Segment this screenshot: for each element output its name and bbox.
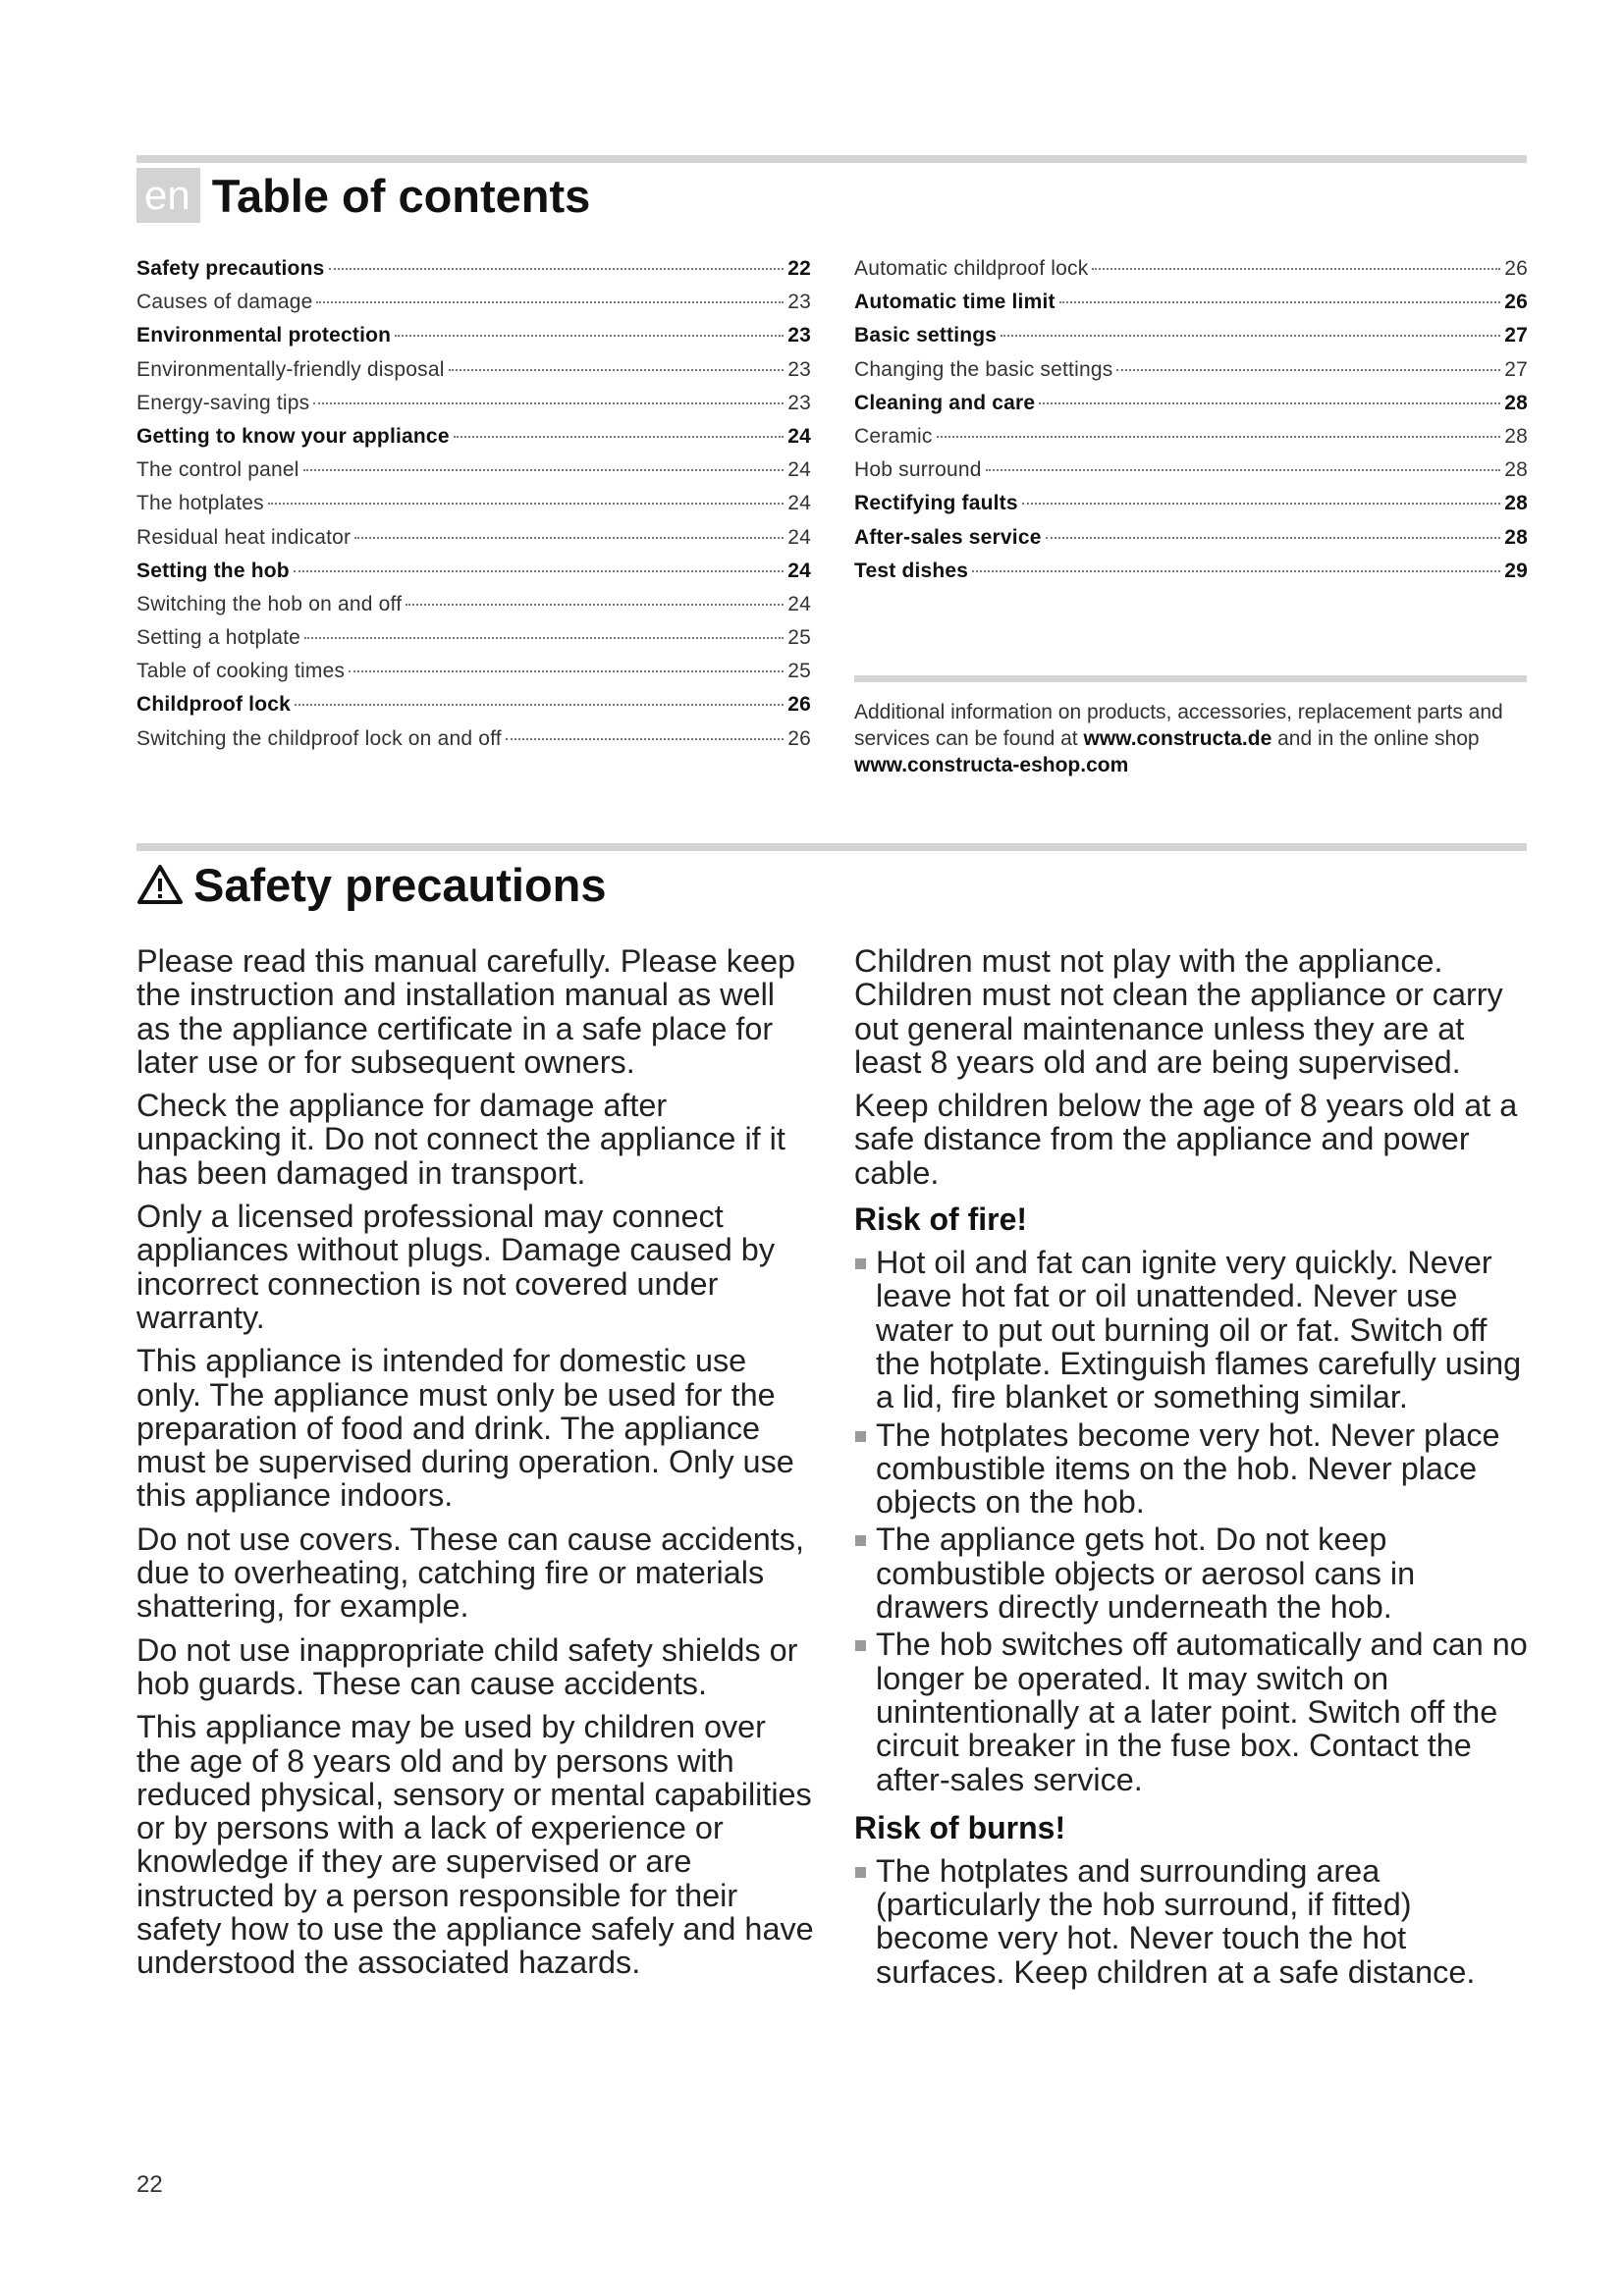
toc-entry-label: Ceramic <box>854 424 933 448</box>
additional-info <box>854 699 1532 778</box>
toc-entry-page: 28 <box>1504 458 1528 482</box>
toc-entry-page: 27 <box>1504 324 1528 347</box>
toc-header <box>136 165 590 226</box>
toc-entry-label: Changing the basic settings <box>854 357 1113 381</box>
toc-entry-page: 28 <box>1504 424 1528 448</box>
list-item <box>854 1628 1532 1795</box>
toc-entry[interactable] <box>854 358 1528 392</box>
toc-entry[interactable] <box>136 392 811 425</box>
toc-left-column <box>136 257 811 761</box>
dot-leader <box>1059 301 1501 303</box>
list-item <box>854 1522 1532 1624</box>
toc-entry[interactable] <box>136 425 811 458</box>
toc-entry[interactable] <box>854 257 1528 291</box>
dot-leader <box>304 637 784 639</box>
page-number: 22 <box>136 2171 163 2198</box>
toc-entry[interactable] <box>136 526 811 560</box>
dot-leader <box>972 570 1500 572</box>
dot-leader <box>294 570 784 572</box>
toc-entry-label: Cleaning and care <box>854 391 1036 414</box>
toc-entry-page: 22 <box>787 257 811 280</box>
toc-entry-page: 28 <box>1504 492 1528 515</box>
toc-entry-page: 23 <box>787 291 811 314</box>
toc-entry[interactable] <box>854 392 1528 425</box>
toc-entry-label: Automatic time limit <box>854 291 1056 314</box>
toc-entry-page: 26 <box>1504 291 1528 314</box>
safety-right-column <box>854 944 1532 2002</box>
toc-entry-page: 25 <box>787 626 811 650</box>
dot-leader <box>1039 402 1500 404</box>
info-text: and in the online shop <box>1272 727 1480 750</box>
toc-entry[interactable] <box>854 560 1528 593</box>
dot-leader <box>349 670 784 672</box>
toc-entry[interactable] <box>136 693 811 726</box>
dot-leader <box>268 503 784 505</box>
toc-entry-label: The control panel <box>136 458 299 482</box>
toc-entry-label: Setting the hob <box>136 559 290 582</box>
top-rule <box>136 155 1527 163</box>
dot-leader <box>329 268 785 270</box>
toc-entry-page: 23 <box>787 357 811 381</box>
toc-entry-label: Getting to know your appliance <box>136 424 450 448</box>
toc-entry-label: Rectifying faults <box>854 492 1018 515</box>
paragraph: Keep children below the age of 8 years old at a safe distance from the appliance and power cable. <box>854 1088 1518 1191</box>
safety-header <box>136 850 607 919</box>
toc-entry-label: Automatic childproof lock <box>854 257 1089 280</box>
toc-entry-label: Energy-saving tips <box>136 391 310 414</box>
constructa-link[interactable]: www.constructa.de <box>1083 727 1272 750</box>
toc-entry-label: Switching the childproof lock on and off <box>136 726 502 750</box>
list-item-text: The hotplates become very hot. Never place combustible items on the hob. Never place objects on the hob. <box>876 1416 1500 1521</box>
toc-entry[interactable] <box>136 291 811 324</box>
toc-entry-page: 28 <box>1504 525 1528 549</box>
toc-entry-label: Table of cooking times <box>136 660 346 683</box>
warning-triangle-icon <box>136 863 184 906</box>
dot-leader <box>395 335 784 337</box>
toc-entry-page: 26 <box>1504 257 1528 280</box>
toc-entry-label: Basic settings <box>854 324 998 347</box>
toc-entry[interactable] <box>854 324 1528 357</box>
paragraph: Only a licensed professional may connect appliances without plugs. Damage caused by incorrect connection is not covered under warranty. <box>136 1199 776 1335</box>
risk-of-burns-heading: Risk of burns! <box>854 1809 1066 1845</box>
list-item <box>854 1854 1532 1989</box>
dot-leader <box>449 369 785 371</box>
toc-entry-page: 26 <box>787 693 811 717</box>
info-text: Additional information on products, accessories, replacement parts and services can be found at <box>854 701 1503 750</box>
toc-entry[interactable] <box>136 358 811 392</box>
dot-leader <box>1092 268 1500 270</box>
dot-leader <box>295 704 784 706</box>
toc-entry-label: Childproof lock <box>136 693 291 717</box>
fire-list <box>854 1246 1532 1796</box>
paragraph: Do not use inappropriate child safety shields or hob guards. These can cause accidents. <box>136 1631 798 1701</box>
dot-leader <box>1022 503 1500 505</box>
dot-leader <box>986 469 1501 471</box>
toc-entry-label: After-sales service <box>854 525 1042 549</box>
section-title: Safety precautions <box>193 858 607 911</box>
risk-of-fire-heading: Risk of fire! <box>854 1201 1028 1238</box>
toc-entry-page: 24 <box>787 458 811 482</box>
list-item <box>854 1418 1532 1520</box>
dot-leader <box>303 469 785 471</box>
toc-entry[interactable] <box>854 526 1528 560</box>
toc-entry-page: 23 <box>787 391 811 414</box>
list-item-text: Hot oil and fat can ignite very quickly. Never leave hot fat or oil unattended. Never use water to put out burning oil or fat. Switch off the hotplate. Extinguish flames carefully using a lid, fire blanket or something similar. <box>876 1245 1522 1415</box>
paragraph: Children must not play with the appliance. Children must not clean the appliance or carry out general maintenance unless they are at least 8 years old and are being supervised. <box>854 943 1503 1080</box>
dot-leader <box>1001 335 1500 337</box>
paragraph: Do not use covers. These can cause accidents, due to overheating, catching fire or materials shattering, for example. <box>136 1521 804 1625</box>
dot-leader <box>354 537 784 539</box>
toc-entry-label: Causes of damage <box>136 291 313 314</box>
toc-title: Table of contents <box>211 169 591 222</box>
toc-entry[interactable] <box>136 560 811 593</box>
list-item-text: The hob switches off automatically and can no longer be operated. It may switch on unintentionally at a later point. Switch off the circuit breaker in the fuse box. Contact the after-sales service. <box>876 1627 1528 1797</box>
paragraph: This appliance is intended for domestic use only. The appliance must only be used for the preparation of food and drink. The appliance must be supervised during operation. Only use this appliance indoors. <box>136 1343 794 1514</box>
toc-entry[interactable] <box>854 458 1528 492</box>
toc-entry-page: 29 <box>1504 559 1528 582</box>
toc-entry[interactable] <box>136 626 811 660</box>
toc-entry-page: 24 <box>787 525 811 549</box>
dot-leader <box>454 436 785 438</box>
toc-right-column <box>854 257 1528 593</box>
toc-entry-page: 24 <box>787 592 811 615</box>
toc-entry-page: 25 <box>787 660 811 683</box>
toc-entry-label: Residual heat indicator <box>136 525 352 549</box>
language-badge: en <box>136 168 200 223</box>
toc-entry-label: Environmentally-friendly disposal <box>136 357 445 381</box>
paragraph: Please read this manual carefully. Please keep the instruction and installation manual as well as the appliance certificate in a safe place for later use or for subsequent owners. <box>136 943 795 1080</box>
paragraph: This appliance may be used by children over the age of 8 years old and by persons with reduced physical, sensory or mental capabilities or by persons with a lack of experience or knowledge if they are supervised or are instructed by a person responsible for their safety how to use the appliance safely and have understood the associated hazards. <box>136 1709 814 1981</box>
toc-entry-label: Hob surround <box>854 458 982 482</box>
toc-entry-page: 27 <box>1504 357 1528 381</box>
toc-entry[interactable] <box>136 492 811 525</box>
safety-left-column <box>136 944 814 1990</box>
square-bullet-icon <box>855 1431 866 1442</box>
dot-leader <box>313 402 784 404</box>
square-bullet-icon <box>855 1867 866 1878</box>
toc-entry-label: Safety precautions <box>136 257 325 280</box>
toc-entry-page: 26 <box>787 726 811 750</box>
toc-entry-page: 28 <box>1504 391 1528 414</box>
list-item-text: The hotplates and surrounding area (particularly the hob surround, if fitted) become very hot. Never touch the hot surfaces. Keep children at a safe distance. <box>876 1852 1476 1990</box>
dot-leader <box>1046 537 1501 539</box>
toc-entry-label: Test dishes <box>854 559 969 582</box>
toc-entry[interactable] <box>854 492 1528 525</box>
toc-entry[interactable] <box>136 727 811 761</box>
square-bullet-icon <box>855 1640 866 1651</box>
toc-entry[interactable] <box>136 324 811 357</box>
toc-entry[interactable] <box>136 593 811 626</box>
dot-leader <box>1116 369 1500 371</box>
burns-list <box>854 1854 1532 1989</box>
square-bullet-icon <box>855 1535 866 1546</box>
toc-entry-page: 24 <box>787 492 811 515</box>
paragraph: Check the appliance for damage after unpacking it. Do not connect the appliance if it has been damaged in transport. <box>136 1088 785 1191</box>
toc-entry[interactable] <box>854 291 1528 324</box>
toc-entry-label: Setting a hotplate <box>136 626 301 650</box>
dot-leader <box>506 738 784 740</box>
dot-leader <box>406 604 784 606</box>
toc-entry-label: Environmental protection <box>136 324 392 347</box>
dot-leader <box>937 436 1501 438</box>
toc-entry-label: Switching the hob on and off <box>136 592 403 615</box>
eshop-link[interactable]: www.constructa-eshop.com <box>854 754 1129 776</box>
square-bullet-icon <box>855 1258 866 1269</box>
info-rule <box>854 675 1527 682</box>
list-item <box>854 1246 1532 1414</box>
toc-entry-page: 24 <box>787 559 811 582</box>
toc-entry[interactable] <box>136 660 811 693</box>
toc-entry-page: 24 <box>787 424 811 448</box>
toc-entry[interactable] <box>854 425 1528 458</box>
list-item-text: The appliance gets hot. Do not keep combustible objects or aerosol cans in drawers directly underneath the hob. <box>876 1522 1416 1626</box>
toc-entry-label: The hotplates <box>136 492 264 515</box>
toc-entry[interactable] <box>136 257 811 291</box>
dot-leader <box>316 301 784 303</box>
toc-entry-page: 23 <box>787 324 811 347</box>
toc-entry[interactable] <box>136 458 811 492</box>
